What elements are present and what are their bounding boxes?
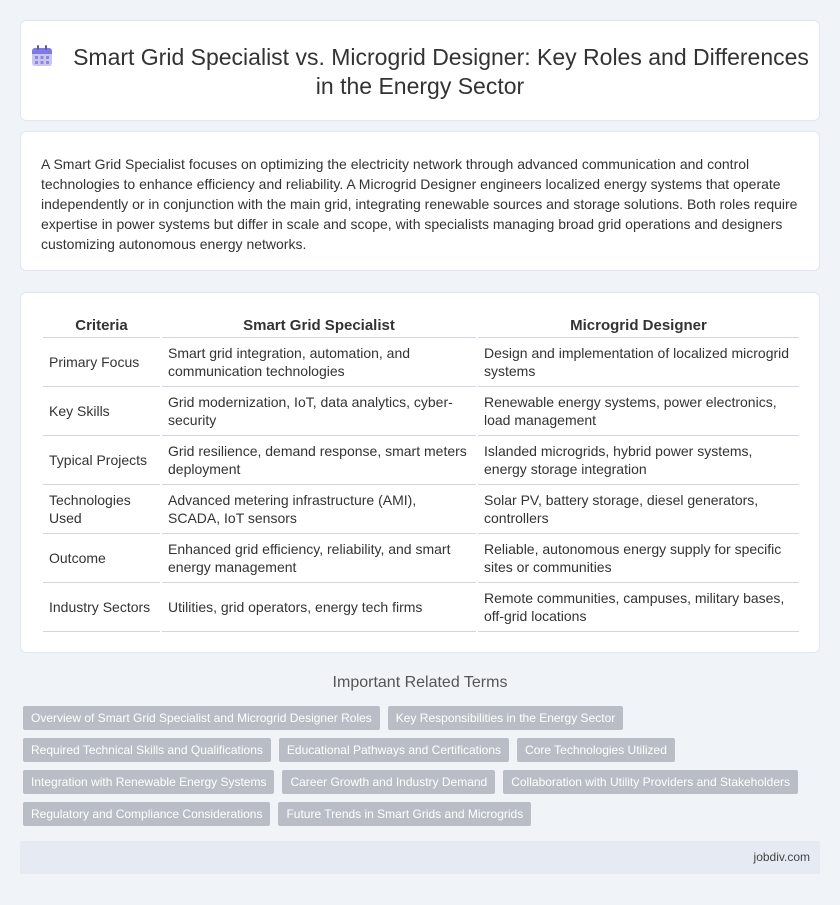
intro-paragraph: A Smart Grid Specialist focuses on optimizing the electricity network through advanced communication and control technologies to enhance efficiency and reliability. A Microgrid Designer engineers localized energy systems that operate independently or in conjunction with the main grid, integrating renewable sources and storage solutions. Both roles require expertise in power systems but differ in scale and scope, with specialists managing broad grid operations and designers customizing autonomous energy networks.: [41, 156, 798, 252]
microgrid-cell: Islanded microgrids, hybrid power systems, energy storage integration: [477, 435, 799, 484]
related-term-link[interactable]: Educational Pathways and Certifications: [279, 738, 509, 762]
related-term-link[interactable]: Regulatory and Compliance Considerations: [23, 802, 270, 826]
table-row: [43, 484, 799, 533]
criteria-cell: Primary Focus: [43, 337, 161, 386]
related-terms-list: [23, 706, 803, 834]
comparison-card: [20, 292, 820, 653]
microgrid-cell: Renewable energy systems, power electronics, load management: [477, 386, 799, 435]
header-microgrid-designer: Microgrid Designer: [477, 315, 799, 337]
smart-grid-cell: Enhanced grid efficiency, reliability, and smart energy management: [161, 533, 477, 582]
smart-grid-cell: Grid modernization, IoT, data analytics, cyber-security: [161, 386, 477, 435]
microgrid-cell: Solar PV, battery storage, diesel generators, controllers: [477, 484, 799, 533]
criteria-cell: Outcome: [43, 533, 161, 582]
header-smart-grid-specialist: Smart Grid Specialist: [161, 315, 477, 337]
related-term-link[interactable]: Future Trends in Smart Grids and Microgrids: [278, 802, 531, 826]
intro-card: [20, 131, 820, 271]
header-card: [20, 20, 820, 121]
microgrid-cell: Remote communities, campuses, military bases, off-grid locations: [477, 582, 799, 631]
table-row: [43, 337, 799, 386]
criteria-cell: Typical Projects: [43, 435, 161, 484]
table-header-row: [43, 315, 799, 337]
related-term-link[interactable]: Career Growth and Industry Demand: [282, 770, 495, 794]
smart-grid-cell: Advanced metering infrastructure (AMI), SCADA, IoT sensors: [161, 484, 477, 533]
tag-row: [23, 802, 803, 826]
table-row: [43, 435, 799, 484]
microgrid-cell: Reliable, autonomous energy supply for specific sites or communities: [477, 533, 799, 582]
comparison-table: [43, 315, 799, 632]
footer: [20, 841, 820, 874]
related-term-link[interactable]: Collaboration with Utility Providers and Stakeholders: [503, 770, 798, 794]
page-title: Smart Grid Specialist vs. Microgrid Designer: Key Roles and Differences in the Energy Sector: [73, 44, 809, 99]
footer-site-link[interactable]: jobdiv.com: [753, 850, 810, 864]
table-row: [43, 533, 799, 582]
smart-grid-cell: Grid resilience, demand response, smart meters deployment: [161, 435, 477, 484]
calendar-icon: [31, 45, 53, 67]
criteria-cell: Industry Sectors: [43, 582, 161, 631]
table-row: [43, 582, 799, 631]
microgrid-cell: Design and implementation of localized microgrid systems: [477, 337, 799, 386]
related-terms-title: Important Related Terms: [332, 674, 508, 691]
related-term-link[interactable]: Integration with Renewable Energy Systems: [23, 770, 274, 794]
tag-row: [23, 738, 803, 762]
criteria-cell: Technologies Used: [43, 484, 161, 533]
related-term-link[interactable]: Overview of Smart Grid Specialist and Microgrid Designer Roles: [23, 706, 380, 730]
related-term-link[interactable]: Core Technologies Utilized: [517, 738, 675, 762]
smart-grid-cell: Smart grid integration, automation, and communication technologies: [161, 337, 477, 386]
related-term-link[interactable]: Required Technical Skills and Qualifications: [23, 738, 271, 762]
page-title-wrap: [21, 43, 819, 101]
table-row: [43, 386, 799, 435]
smart-grid-cell: Utilities, grid operators, energy tech firms: [161, 582, 477, 631]
criteria-cell: Key Skills: [43, 386, 161, 435]
related-term-link[interactable]: Key Responsibilities in the Energy Sector: [388, 706, 623, 730]
header-criteria: Criteria: [43, 315, 161, 337]
tag-row: [23, 706, 803, 730]
tag-row: [23, 770, 803, 794]
